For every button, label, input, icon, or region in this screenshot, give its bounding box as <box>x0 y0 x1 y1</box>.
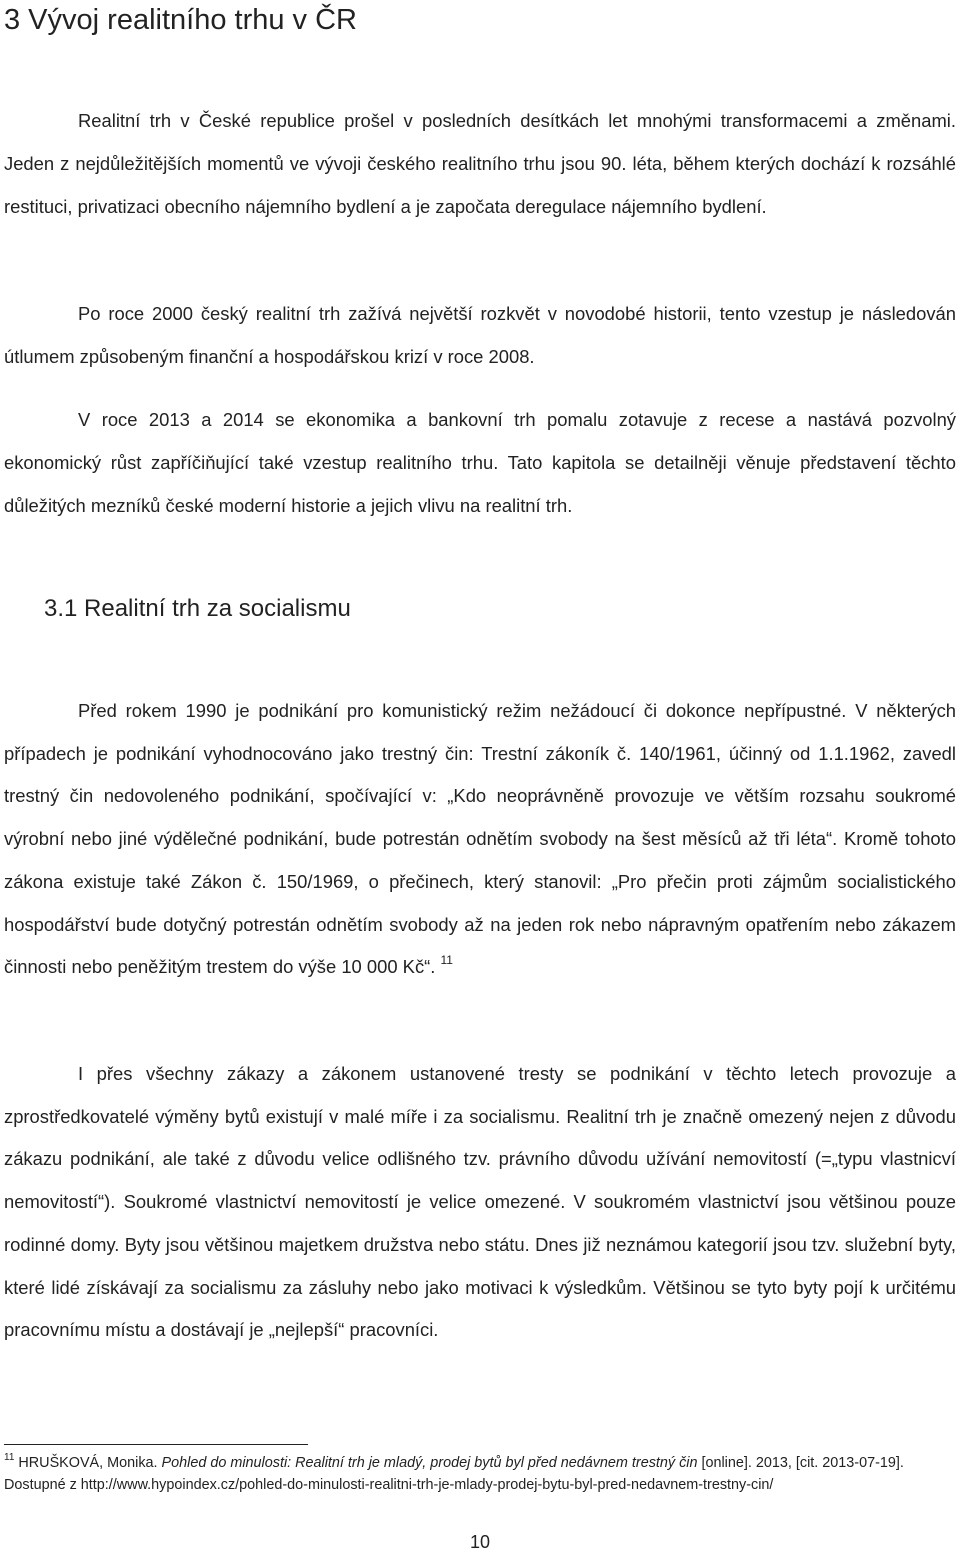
intro-paragraph-2: Po roce 2000 český realitní trh zažívá největší rozkvět v novodobé historii, tento vzestup je následován útlumem způsobeným finanční a hospodářskou krizí v roce 2008. <box>4 303 956 367</box>
footnote-number: 11 <box>4 1452 15 1463</box>
page-number: 10 <box>469 1532 491 1552</box>
footnote-title: Pohled do minulosti: Realitní trh je mladý, prodej bytů byl před nedávnem trestný čin <box>161 1455 698 1471</box>
footnote-reference[interactable]: 11 <box>440 953 453 968</box>
footnote <box>4 1452 956 1496</box>
section-heading: 3.1 Realitní trh za socialismu <box>44 595 351 622</box>
intro-paragraph-1: Realitní trh v České republice prošel v posledních desítkách let mnohými transformacemi a změnami. Jeden z nejdůležitějších momentů ve vývoji českého realitního trhu jsou 90. léta, během kterých dochází k rozsáhlé restituci, privatizaci obecního nájemního bydlení a je započata deregulace nájemního bydlení. <box>4 110 956 217</box>
section-paragraph-2: I přes všechny zákazy a zákonem ustanovené tresty se podnikání v těchto letech provozuje a zprostředkovatelé výměny bytů existují v malé míře i za socialismu. Realitní trh je značně omezený nejen z důvodu zákazu podnikání, ale také z důvodu velice odlišného tzv. právního důvodu užívání nemovitostí (=„typu vlastnicví nemovitostí“). Soukromé vlastnictví nemovitostí je velice omezené. V soukromém vlastnictví jsou většinou pouze rodinné domy. Byty jsou většinou majetkem družstva nebo státu. Dnes již neznámou kategorií jsou tzv. služební byty, které lidé získávají za socialismu za zásluhy nebo jako motivaci k výsledkům. Většinou se tyto byty pojí k určitému pracovnímu místu a dostávají je „nejlepší“ pracovníci. <box>4 1063 956 1341</box>
chapter-heading: 3 Vývoj realitního trhu v ČR <box>4 4 357 36</box>
section-paragraph-1 <box>4 690 956 989</box>
footnote-separator <box>4 1444 308 1445</box>
footnote-citation: [online]. 2013, [cit. 2013-07-19]. Dostupné z http://www.hypoindex.cz/pohled-do-minulosti-realitni-trh-je-mlady-prodej-bytu-byl-pred-nedavnem-trestny-cin/ <box>4 1455 904 1493</box>
section-paragraph-1-text: Před rokem 1990 je podnikání pro komunistický režim nežádoucí či dokonce nepřípustné. V některých případech je podnikání vyhodnocováno jako trestný čin: Trestní zákoník č. 140/1961, účinný od 1.1.1962, zavedl trestný čin nedovoleného podnikání, spočívající v: „Kdo neoprávněně provozuje ve větším rozsahu soukromé výrobní nebo jiné výdělečné podnikání, bude potrestán odnětím svobody na šest měsíců až tři léta“. Kromě tohoto zákona existuje také Zákon č. 150/1969, o přečinech, který stanovil: „Pro přečin proti zájmům socialistického hospodářství bude dotyčný potrestán odnětím svobody až na jeden rok nebo nápravným opatřením nebo zákazem činnosti nebo peněžitým trestem do výše 10 000 Kč“. <box>4 700 956 978</box>
footnote-author: HRUŠKOVÁ, Monika. <box>18 1455 158 1471</box>
intro-paragraph-3: V roce 2013 a 2014 se ekonomika a bankovní trh pomalu zotavuje z recese a nastává pozvolný ekonomický růst zapříčiňující také vzestup realitního trhu. Tato kapitola se detailněji věnuje představení těchto důležitých mezníků české moderní historie a jejich vlivu na realitní trh. <box>4 409 956 516</box>
